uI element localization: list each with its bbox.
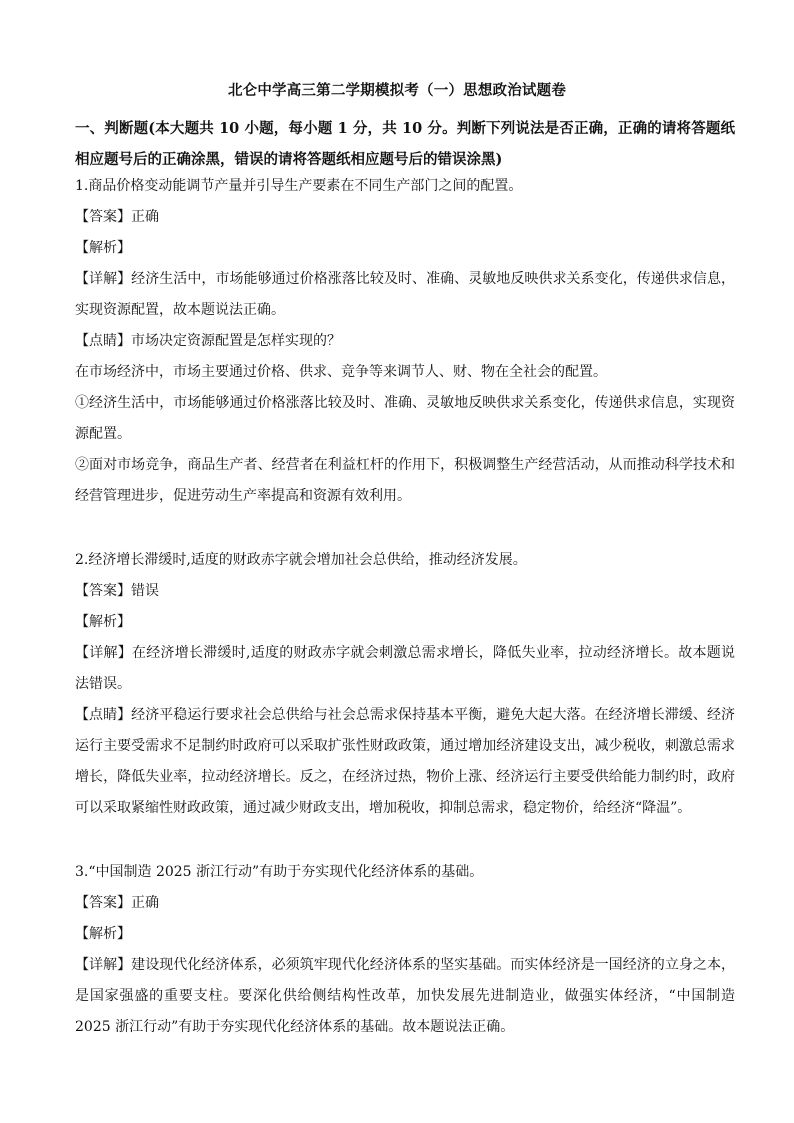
question-2-tip: 【点睛】经济平稳运行要求社会总供给与社会总需求保持基本平衡，避免大起大落。在经济增长滞缓、经济运行主要受需求不足制约时政府可以采取扩张性财政政策，通过增加经济建设支出，减少税收，刺激总需求增长，降低失业率，拉动经济增长。反之，在经济过热，物价上涨、经济运行主要受供给能力制约时，政府可以采取紧缩性财政政策，通过减少财政支出，增加税收，抑制总需求，稳定物价，给经济“降温”。	[75, 707, 735, 816]
question-1-answer: 【答案】正确	[75, 209, 159, 225]
question-1-detail: 【详解】经济生活中，市场能够通过价格涨落比较及时、准确、灵敏地反映供求关系变化，传递供求信息，实现资源配置，故本题说法正确。	[75, 271, 735, 318]
question-1-text: 1.商品价格变动能调节产量并引导生产要素在不同生产部门之间的配置。	[75, 178, 523, 194]
question-1-tip-line-3: ②面对市场竞争，商品生产者、经营者在利益杠杆的作用下，积极调整生产经营活动，从而推动科学技术和经营管理进步，促进劳动生产率提高和资源有效利用。	[75, 457, 735, 504]
question-2-analysis-label: 【解析】	[75, 614, 131, 630]
question-1-tip-line-2: ①经济生活中，市场能够通过价格涨落比较及时、准确、灵敏地反映供求关系变化，传递供求信息，实现资源配置。	[75, 395, 735, 442]
question-1	[75, 171, 735, 512]
question-3-detail: 【详解】建设现代化经济体系，必须筑牢现代化经济体系的坚实基础。而实体经济是一国经济的立身之本，是国家强盛的重要支柱。要深化供给侧结构性改革，加快发展先进制造业，做强实体经济，“中国制造 2025 浙江行动”有助于夯实现代化经济体系的基础。故本题说法正确。	[75, 957, 735, 1035]
question-2-answer: 【答案】错误	[75, 583, 159, 599]
question-2-text: 2.经济增长滞缓时,适度的财政赤字就会增加社会总供给，推动经济发展。	[75, 552, 527, 568]
question-3-text: 3.“中国制造 2025 浙江行动”有助于夯实现代化经济体系的基础。	[75, 864, 484, 880]
question-3-answer: 【答案】正确	[75, 895, 159, 911]
page-title: 北仑中学高三第二学期模拟考（一）思想政治试题卷	[227, 82, 567, 99]
question-3	[75, 857, 735, 1043]
question-1-analysis-label: 【解析】	[75, 240, 131, 256]
question-2	[75, 545, 735, 824]
question-1-tip-line-1: 在市场经济中，市场主要通过价格、供求、竞争等来调节人、财、物在全社会的配置。	[75, 364, 607, 380]
question-3-analysis-label: 【解析】	[75, 926, 131, 942]
section-heading: 一、判断题(本大题共 10 小题，每小题 1 分，共 10 分。判断下列说法是否正确，正确的请将答题纸相应题号后的正确涂黑，错误的请将答题纸相应题号后的错误涂黑)	[75, 120, 735, 168]
question-1-tip-header: 【点睛】市场决定资源配置是怎样实现的？	[75, 333, 341, 349]
question-2-detail: 【详解】在经济增长滞缓时,适度的财政赤字就会刺激总需求增长，降低失业率，拉动经济增长。故本题说法错误。	[75, 645, 735, 692]
